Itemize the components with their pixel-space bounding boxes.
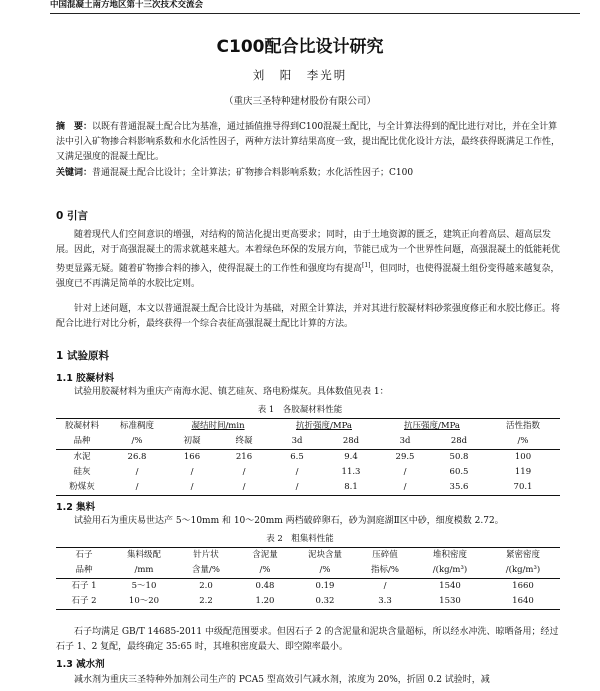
table1-subheader: 28d bbox=[324, 434, 378, 450]
table2-header: 含泥量 bbox=[236, 548, 294, 564]
table1-subheader: 品种 bbox=[56, 434, 108, 450]
table2 bbox=[56, 547, 560, 610]
table1-cell: / bbox=[270, 480, 324, 496]
table1-header: 抗折强度/MPa bbox=[270, 419, 378, 435]
table2-cell: 1660 bbox=[512, 581, 534, 591]
table2-cell: 2.2 bbox=[176, 594, 236, 610]
table1-header: 胶凝材料 bbox=[56, 419, 108, 435]
table1-cell: 100 bbox=[514, 452, 532, 462]
table1-subheader: 终凝 bbox=[218, 434, 270, 450]
section1-2-text: 试验用石为重庆易世达产 5～10mm 和 10～20mm 两档破碎卵石，砂为洞庭湖Ⅱ区中砂，细度模数 2.72。 bbox=[74, 516, 504, 526]
table1-cell: / bbox=[295, 467, 299, 477]
table2-header: 集料级配 bbox=[112, 548, 176, 564]
table2-cell: 石子 2 bbox=[56, 594, 112, 610]
table2-cell: 1540 bbox=[439, 581, 461, 591]
table2-cell: 0.48 bbox=[255, 581, 275, 591]
table2-subheader: 品种 bbox=[56, 563, 112, 579]
table1-cell: / bbox=[378, 480, 432, 496]
table1-header: 活性指数 bbox=[486, 419, 560, 435]
table2-row bbox=[56, 579, 560, 595]
section1-3-text: 减水剂为重庆三圣特种外加剂公司生产的 PCA5 型高效引气减水剂，浓度为 20%，折固 0.2 试验时，减 bbox=[74, 675, 490, 685]
keywords-text: 普通混凝土配合比设计；全计算法；矿物掺合料影响系数；水化活性因子；C100 bbox=[92, 168, 414, 178]
table1-cell: 26.8 bbox=[127, 452, 147, 462]
table2-header: 堆积密度 bbox=[414, 548, 486, 564]
authors: 刘 阳 李光明 bbox=[252, 68, 348, 82]
table1-cell: 水泥 bbox=[73, 452, 91, 462]
table1-cell: 119 bbox=[514, 467, 532, 477]
affiliation: （重庆三圣特种建材股份有限公司） bbox=[223, 96, 376, 107]
table1-subheader: 初凝 bbox=[166, 434, 218, 450]
table1-cell: 11.3 bbox=[341, 467, 361, 477]
abstract-text: 以既有普通混凝土配合比为基准，通过插值推导得到C100混凝土配比，与全计算法得到的配比进行对比，并在全计算法中引入矿物掺合料影响系数和水化活性因子，两种方法计算结果高度一致，提出配比优化设计方法，最终获得既满足工作性，又满足强度的混凝土配比。 bbox=[56, 122, 561, 162]
table1-cell: 6.5 bbox=[290, 452, 304, 462]
table1-header: 标准稠度 bbox=[108, 419, 166, 435]
table1-header: 凝结时间/min bbox=[166, 419, 270, 435]
table1-row bbox=[56, 480, 560, 496]
table1 bbox=[56, 418, 560, 496]
table1-cell: 70.1 bbox=[486, 480, 560, 496]
table1-cell: / bbox=[218, 480, 270, 496]
table2-cell: 5～10 bbox=[131, 581, 157, 591]
table2-header: 紧密密度 bbox=[486, 548, 560, 564]
table2-subheader: 含量/% bbox=[176, 563, 236, 579]
intro-paragraph-2: 针对上述问题，本文以普通混凝土配合比设计为基础，对照全计算法，并对其进行胶凝材料砂浆强度修正和水胶比修正。将配合比进行对比分析，最终获得一个综合表征高强混凝土配比计算的方法。 bbox=[56, 304, 561, 329]
section1-1-heading: 1.1 胶凝材料 bbox=[56, 373, 115, 384]
table1-cell: 35.6 bbox=[432, 480, 486, 496]
citation: [1] bbox=[362, 262, 371, 269]
abstract bbox=[56, 120, 560, 165]
table1-cell: 8.1 bbox=[324, 480, 378, 496]
table1-cell: 硅灰 bbox=[73, 467, 91, 477]
table2-cell: 0.19 bbox=[315, 581, 335, 591]
table2-subheader: /% bbox=[236, 563, 294, 579]
table2-subheader: /% bbox=[294, 563, 356, 579]
table2-cell: 1530 bbox=[414, 594, 486, 610]
table1-cell: 216 bbox=[235, 452, 253, 462]
table1-cell: / bbox=[403, 467, 407, 477]
table1-subheader: 3d bbox=[270, 434, 324, 450]
table2-header: 泥块含量 bbox=[294, 548, 356, 564]
table2-cell: 10～20 bbox=[112, 594, 176, 610]
keywords-label: 关键词： bbox=[56, 168, 93, 178]
table2-subheader: /mm bbox=[112, 563, 176, 579]
table1-row bbox=[56, 450, 560, 466]
table2-subheader: 指标/% bbox=[356, 563, 414, 579]
intro-heading: 0 引言 bbox=[56, 210, 88, 222]
table2-subheader: /(kg/m³) bbox=[486, 563, 560, 579]
table1-cell: 166 bbox=[183, 452, 201, 462]
table1-cell: 60.5 bbox=[449, 467, 469, 477]
table1-header: 抗压强度/MPa bbox=[378, 419, 486, 435]
table2-header: 针片状 bbox=[176, 548, 236, 564]
table1-cell: 29.5 bbox=[395, 452, 415, 462]
table1-subheader: 28d bbox=[432, 434, 486, 450]
table1-cell: 粉煤灰 bbox=[56, 480, 108, 496]
table1-cell: / bbox=[190, 467, 194, 477]
table1-row bbox=[56, 465, 560, 480]
table1-subheader: 3d bbox=[378, 434, 432, 450]
table1-cell: 9.4 bbox=[344, 452, 358, 462]
table2-header: 石子 bbox=[56, 548, 112, 564]
intro-paragraph-1 bbox=[56, 228, 560, 292]
table2-row bbox=[56, 594, 560, 610]
intro-p1-end: ，但同时，也使得混凝土组份变得越来越复杂，强度已不再满足简单的水胶比定则。 bbox=[56, 264, 560, 289]
table1-subheader: /% bbox=[486, 434, 560, 450]
table2-cell: 1.20 bbox=[236, 594, 294, 610]
section1-3-heading: 1.3 减水剂 bbox=[56, 659, 105, 670]
table2-cell: 2.0 bbox=[199, 581, 213, 591]
table2-cell: 3.3 bbox=[356, 594, 414, 610]
table1-caption: 表 1 各胶凝材料性能 bbox=[257, 405, 343, 415]
running-header: 中国混凝土南方地区第十三次技术交流会 bbox=[50, 0, 580, 14]
table1-cell: / bbox=[108, 480, 166, 496]
section1-1-text: 试验用胶凝材料为重庆产南海水泥、镇艺硅灰、珞电粉煤灰。具体数值见表 1： bbox=[74, 387, 389, 397]
table2-cell: 1640 bbox=[486, 594, 560, 610]
section1-heading: 1 试验原料 bbox=[56, 350, 109, 362]
keywords bbox=[56, 166, 560, 181]
section1-2-heading: 1.2 集料 bbox=[56, 502, 96, 513]
abstract-label: 摘 要： bbox=[56, 122, 93, 132]
intro-p1-text: 随着现代人们空间意识的增强，对结构的简洁化提出更高要求；同时，由于土地资源的匮乏，建筑正向着高层、超高层发展。因此，对于高强混凝土的需求就越来越大。本着绿色环保的发展方向，节能已成为一个世界性问题，高强混凝土的低能耗优势更显露无疑。随着矿物掺合料的掺入，使得混凝土的工作性和强度均有提高 bbox=[56, 230, 561, 274]
table2-cell: / bbox=[383, 581, 387, 591]
table2-note: 石子均满足 GB/T 14685-2011 中级配范围要求。但因石子 2 的含泥量和泥块含量超标，所以经水冲洗、晾晒备用；经过石子 1、2 复配，最终确定 35:65 时，其堆积密度最大、即空隙率最小。 bbox=[56, 627, 559, 652]
table2-cell: 0.32 bbox=[294, 594, 356, 610]
table1-subheader: /% bbox=[108, 434, 166, 450]
table1-cell: / bbox=[135, 467, 139, 477]
table1-cell: / bbox=[166, 480, 218, 496]
paper-title: C100配合比设计研究 bbox=[216, 37, 384, 57]
table2-caption: 表 2 粗集料性能 bbox=[266, 534, 334, 544]
table2-cell: 石子 1 bbox=[71, 581, 97, 591]
table1-cell: 50.8 bbox=[449, 452, 469, 462]
table1-cell: / bbox=[242, 467, 246, 477]
table2-subheader: /(kg/m³) bbox=[414, 563, 486, 579]
table2-header: 压碎值 bbox=[356, 548, 414, 564]
